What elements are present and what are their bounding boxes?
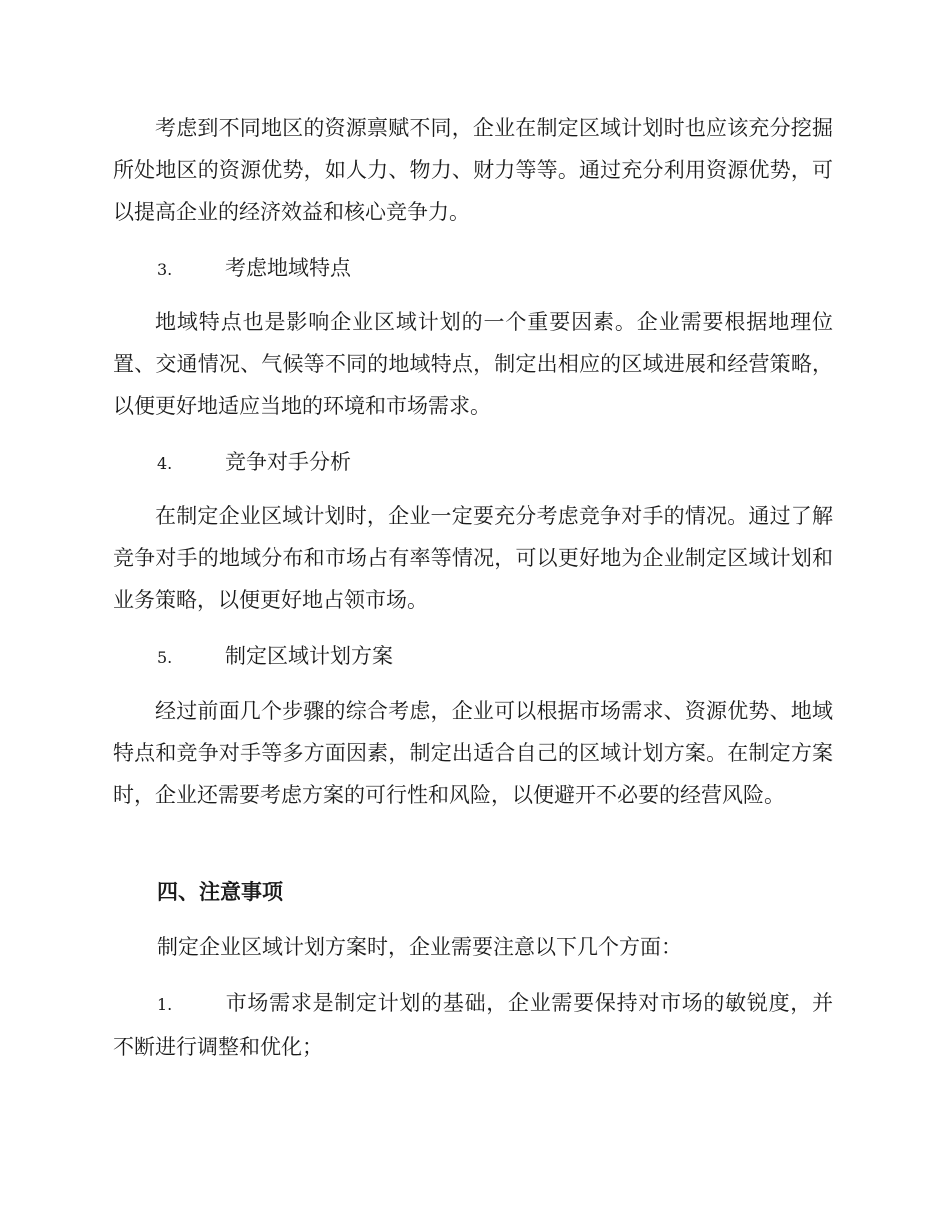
list-number: 5. [157,648,173,667]
list-item-4 [157,441,351,485]
list-number: 3. [157,260,173,279]
list-item-3 [157,247,351,291]
paragraph-resources: 考虑到不同地区的资源禀赋不同，企业在制定区域计划时也应该充分挖掘所处地区的资源优势，如人力、物力、财力等等。通过充分利用资源优势，可以提高企业的经济效益和核心竞争力。 [113,116,833,224]
list-number: 1. [157,995,173,1014]
paragraph-plan: 经过前面几个步骤的综合考虑，企业可以根据市场需求、资源优势、地域特点和竞争对手等多方面因素，制定出适合自己的区域计划方案。在制定方案时，企业还需要考虑方案的可行性和风险，以便避开不必要的经营风险。 [113,699,833,807]
list-item-title: 竞争对手分析 [225,450,351,474]
paragraph-geography: 地域特点也是影响企业区域计划的一个重要因素。企业需要根据地理位置、交通情况、气候等不同的地域特点，制定出相应的区域进展和经营策略，以便更好地适应当地的环境和市场需求。 [113,310,833,418]
list-number: 4. [157,454,173,473]
section-heading: 四、注意事项 [157,879,283,904]
list-item-title: 制定区域计划方案 [225,644,393,668]
note-item-text: 市场需求是制定计划的基础，企业需要保持对市场的敏锐度，并不断进行调整和优化； [113,991,833,1059]
note-item-1 [113,982,833,1068]
list-item-5 [157,635,393,679]
paragraph-notes-intro: 制定企业区域计划方案时，企业需要注意以下几个方面： [157,935,682,959]
paragraph-competitors: 在制定企业区域计划时，企业一定要充分考虑竞争对手的情况。通过了解竞争对手的地域分布和市场占有率等情况，可以更好地为企业制定区域计划和业务策略，以便更好地占领市场。 [113,504,833,612]
list-item-title: 考虑地域特点 [225,256,351,280]
